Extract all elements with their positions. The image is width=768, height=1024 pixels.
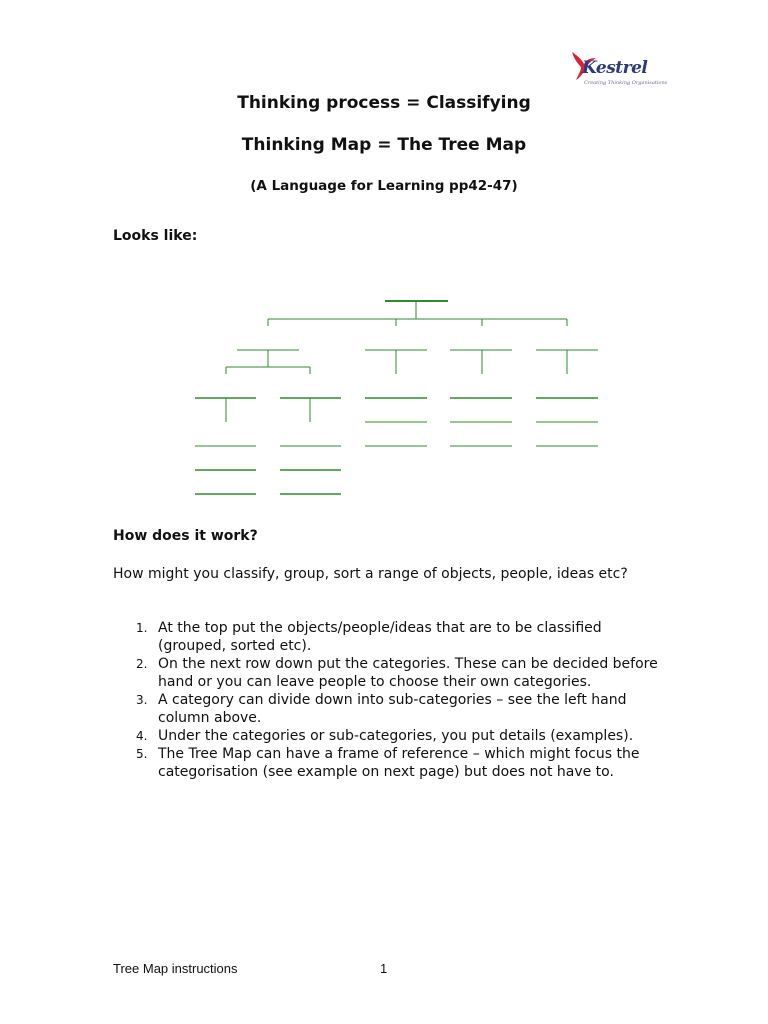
step-number: 3. (136, 693, 148, 707)
step-text: On the next row down put the categories. These can be decided before hand or you can leave people to choose their own categories. (158, 656, 658, 690)
intro-paragraph: How might you classify, group, sort a range of objects, people, ideas etc? (113, 566, 628, 582)
reference-note: (A Language for Learning pp42-47) (250, 178, 518, 194)
page-title: Thinking process = Classifying (237, 93, 531, 113)
list-item (113, 745, 673, 781)
step-text: At the top put the objects/people/ideas that are to be classified (grouped, sorted etc). (158, 620, 602, 654)
step-text: Under the categories or sub-categories, you put details (examples). (158, 728, 634, 744)
step-text: The Tree Map can have a frame of reference – which might focus the categorisation (see example on next page) but does not have to. (158, 746, 640, 780)
looks-like-heading: Looks like: (113, 228, 198, 244)
list-item (113, 727, 673, 745)
step-number: 1. (136, 621, 148, 635)
footer-title: Tree Map instructions (113, 961, 238, 976)
list-item (113, 619, 673, 655)
page-subtitle: Thinking Map = The Tree Map (241, 135, 527, 155)
step-text: A category can divide down into sub-categories – see the left hand column above. (158, 692, 627, 726)
step-number: 2. (136, 657, 148, 671)
step-number: 5. (136, 747, 148, 761)
logo-tagline: Creating Thinking Organisations (584, 80, 668, 86)
how-it-works-heading: How does it work? (113, 528, 258, 544)
step-number: 4. (136, 729, 148, 743)
steps-list (113, 619, 673, 781)
list-item (113, 655, 673, 691)
logo-wordmark: Kestrel (582, 58, 648, 78)
list-item (113, 691, 673, 727)
page-number: 1 (380, 961, 388, 976)
